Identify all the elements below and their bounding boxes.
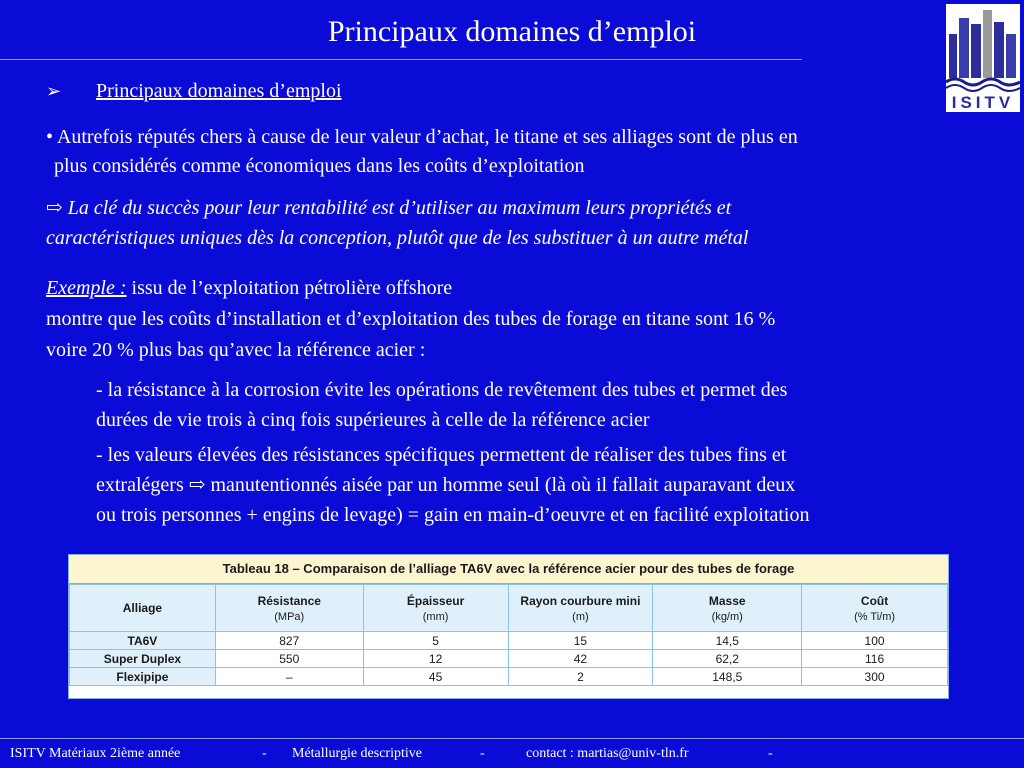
example-label: Exemple :: [46, 277, 127, 299]
para1-line2: plus considérés comme économiques dans les coûts d’exploitation: [54, 155, 585, 177]
table-cell: 5: [363, 632, 508, 650]
point2-line2a: extralégers: [96, 474, 189, 496]
header-masse: Masse (kg/m): [653, 585, 802, 632]
table-caption: Tableau 18 – Comparaison de l’alliage TA6V avec la référence acier pour des tubes de forage: [69, 555, 948, 584]
footer: [0, 745, 1024, 765]
right-arrow-icon: ⇨: [46, 197, 63, 219]
header-epaisseur: Épaisseur (mm): [363, 585, 508, 632]
point2-line2b: manutentionnés aisée par un homme seul (là où il fallait auparavant deux: [205, 474, 796, 496]
example-line2: montre que les coûts d’installation et d’exploitation des tubes de forage en titane sont 16 %: [46, 308, 776, 330]
point2-line3: ou trois personnes + engins de levage) = gain en main-d’oeuvre et en facilité exploitation: [96, 504, 810, 526]
example-line3: voire 20 % plus bas qu’avec la référence acier :: [46, 339, 426, 361]
table-cell: 14,5: [653, 632, 802, 650]
table-cell: 100: [802, 632, 948, 650]
table-cell: 2: [508, 668, 653, 686]
point1-line1: - la résistance à la corrosion évite les opérations de revêtement des tubes et permet des: [96, 379, 788, 401]
table-cell: 62,2: [653, 650, 802, 668]
table-cell: 550: [215, 650, 363, 668]
key-line1: [46, 196, 731, 220]
point1-line2: durées de vie trois à cinq fois supérieures à celle de la référence acier: [96, 409, 650, 431]
footer-contact: contact : martias@univ-tln.fr: [526, 746, 689, 761]
footer-separator: -: [480, 746, 485, 761]
table-cell: 15: [508, 632, 653, 650]
table-cell: 300: [802, 668, 948, 686]
header-cout: Coût (% Ti/m): [802, 585, 948, 632]
table-cell: Super Duplex: [70, 650, 216, 668]
footer-course: ISITV Matériaux 2ième année: [10, 746, 181, 761]
point2-line1: - les valeurs élevées des résistances spécifiques permettent de réaliser des tubes fins et: [96, 444, 787, 466]
footer-separator: -: [768, 746, 773, 761]
right-arrow-icon: ⇨: [188, 474, 206, 496]
header-alliage: Alliage: [70, 585, 216, 632]
point2-line2: [96, 473, 795, 497]
footer-subject: Métallurgie descriptive: [292, 746, 422, 761]
header-resistance: Résistance (MPa): [215, 585, 363, 632]
table-cell: –: [215, 668, 363, 686]
table-cell: 827: [215, 632, 363, 650]
para1-line1: • Autrefois réputés chers à cause de leur valeur d’achat, le titane et ses alliages sont de plus en: [46, 126, 798, 148]
key-line2: caractéristiques uniques dès la conception, plutôt que de les substituer à un autre métal: [46, 227, 749, 249]
table-cell: TA6V: [70, 632, 216, 650]
table-cell: 42: [508, 650, 653, 668]
example-line1: [46, 276, 452, 300]
table-header-row: [70, 585, 948, 632]
title-divider: [0, 59, 802, 60]
section-subtitle: Principaux domaines d’emploi: [96, 80, 342, 102]
table-row: [70, 668, 948, 686]
key-line1-text: La clé du succès pour leur rentabilité est d’utiliser au maximum leurs propriétés et: [67, 197, 732, 219]
table-row: [70, 632, 948, 650]
comparison-table: [68, 554, 949, 699]
table-cell: 45: [363, 668, 508, 686]
example-rest: issu de l’exploitation pétrolière offshore: [126, 277, 453, 299]
header-rayon: Rayon courbure mini (m): [508, 585, 653, 632]
table-cell: Flexipipe: [70, 668, 216, 686]
logo-text: ISITV: [951, 93, 1015, 112]
isitv-logo: [946, 4, 1020, 112]
table-cell: 148,5: [653, 668, 802, 686]
arrow-bullet-icon: ➢: [46, 81, 62, 101]
footer-divider: [0, 738, 1024, 739]
slide-title: Principaux domaines d’emploi: [327, 15, 697, 48]
table-cell: 116: [802, 650, 948, 668]
footer-separator: -: [262, 746, 267, 761]
table-cell: 12: [363, 650, 508, 668]
table-row: [70, 650, 948, 668]
